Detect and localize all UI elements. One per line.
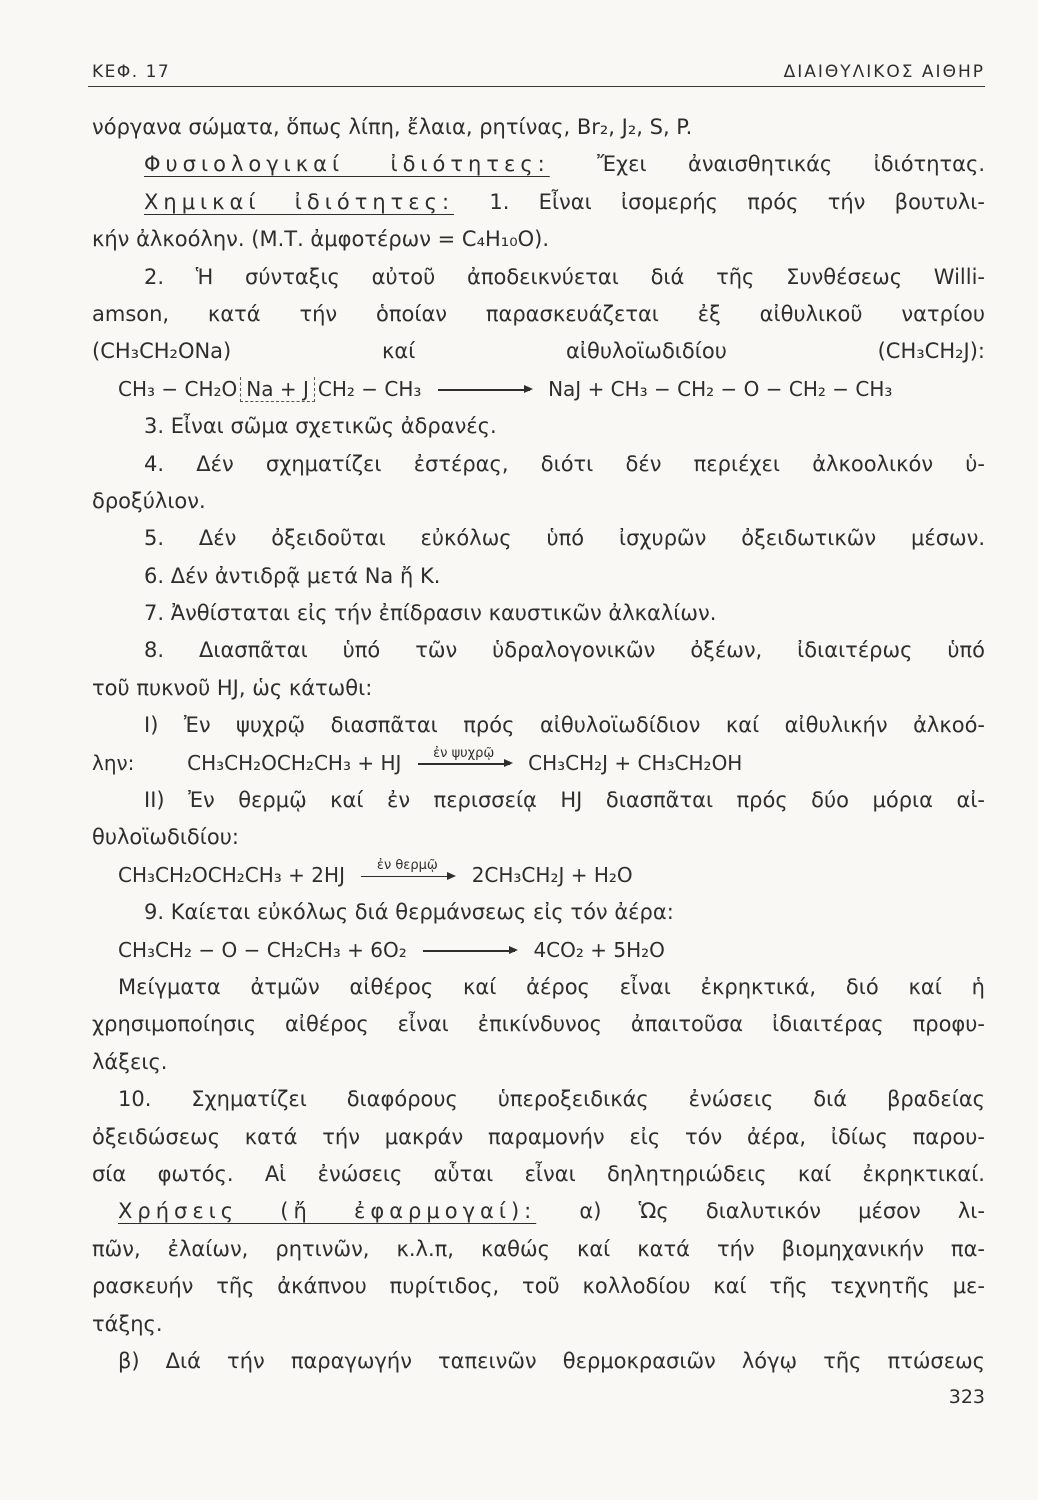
equation-reactants: CH₃CH₂ − O − CH₂CH₃ + 6O₂: [118, 937, 407, 962]
text-span: α) Ὡς διαλυτικόν μέσον λι-: [579, 1199, 985, 1224]
uses-line: [92, 1193, 985, 1230]
text-line: λάξεις.: [92, 1049, 168, 1074]
text-line: 10. Σχηματίζει διαφόρους ὑπεροξειδικάς ἐνώσεις διά βραδείας: [118, 1087, 985, 1112]
text-line: 6. Δέν ἀντιδρᾷ μετά Na ἤ K.: [144, 563, 441, 588]
text-line: 9. Καίεται εὐκόλως διά θερμάνσεως εἰς τόν ἀέρα:: [144, 900, 674, 925]
page-body: [92, 109, 985, 1380]
reaction-arrow: [418, 745, 510, 765]
running-header: [88, 58, 985, 87]
text-line: τάξης.: [92, 1311, 163, 1336]
text-line: II) Ἐν θερμῷ καί ἐν περισσείᾳ HJ διασπᾶται πρός δύο μόρια αἰ-: [144, 788, 985, 813]
equation-reactant-right: CH₂ − CH₃: [317, 376, 422, 401]
text-line: θυλοϊωδιδίου:: [92, 825, 239, 850]
reaction-arrow: [423, 950, 515, 952]
text-line: σία φωτός. Αἱ ἐνώσεις αὗται εἶναι δηλητηριώδεις καί ἐκρηκτικαί.: [92, 1161, 985, 1186]
text-line: I) Ἐν ψυχρῷ διασπᾶται πρός αἰθυλοϊωδίδιον καί αἰθυλικήν ἀλκοό-: [144, 713, 985, 738]
text-line: Μείγματα ἀτμῶν αἰθέρος καί ἀέρος εἶναι ἐκρηκτικά, διό καί ἡ: [118, 974, 985, 999]
section-heading-uses: Χρήσεις (ἤ ἐφαρμογαί):: [118, 1199, 537, 1224]
chemical-equation-combustion: [92, 932, 985, 969]
equation-products: CH₃CH₂J + CH₃CH₂OH: [528, 750, 743, 775]
text-line: (CH₃CH₂ONa) καί αἰθυλοϊωδιδίου (CH₃CH₂J):: [92, 339, 985, 364]
chemical-equation-hot: [92, 857, 985, 894]
chemical-properties-line: [92, 184, 985, 221]
reaction-condition: ἐν ψυχρῷ: [433, 745, 495, 761]
equation-boxed-part: Na + J: [240, 377, 315, 402]
equation-products: NaJ + CH₃ − CH₂ − O − CH₂ − CH₃: [548, 376, 893, 401]
text-line: amson, κατά τήν ὁποίαν παρασκευάζεται ἐξ αἰθυλικοῦ νατρίου: [92, 301, 985, 326]
physical-properties-line: [92, 146, 985, 183]
chemical-equation-cold: [92, 745, 985, 782]
chemical-equation-williamson: [92, 371, 985, 408]
page-number: 323: [948, 1386, 985, 1408]
reaction-arrow: [438, 389, 530, 391]
equation-reactants: CH₃CH₂OCH₂CH₃ + 2HJ: [118, 862, 345, 887]
text-line: 4. Δέν σχηματίζει ἐστέρας, διότι δέν περιέχει ἀλκοολικόν ὑ-: [144, 451, 985, 476]
text-span: Ἔχει ἀναισθητικάς ἰδιότητας.: [597, 152, 985, 177]
text-line: 3. Εἶναι σῶμα σχετικῶς ἀδρανές.: [144, 414, 497, 439]
text-line: 5. Δέν ὀξειδοῦται εὐκόλως ὑπό ἰσχυρῶν ὀξειδωτικῶν μέσων.: [144, 526, 985, 551]
text-line: 7. Ἀνθίσταται εἰς τήν ἐπίδρασιν καυστικῶν ἀλκαλίων.: [144, 601, 717, 626]
text-line: β) Διά τήν παραγωγήν ταπεινῶν θερμοκρασιῶν λόγῳ τῆς πτώσεως: [118, 1348, 985, 1373]
text-line: 2. Ἡ σύνταξις αὐτοῦ ἀποδεικνύεται διά τῆς Συνθέσεως Willi-: [144, 264, 985, 289]
equation-products: 4CO₂ + 5H₂O: [533, 937, 665, 962]
section-heading-chemical: Χημικαί ἰδιότητες:: [144, 189, 455, 214]
chapter-label: ΚΕΦ. 17: [92, 62, 171, 82]
text-line: κήν ἀλκοόλην. (Μ.Τ. ἀμφοτέρων = C₄H₁₀O).: [92, 227, 550, 252]
text-line: νόργανα σώματα, ὅπως λίπη, ἔλαια, ρητίνας, Br₂, J₂, S, P.: [92, 115, 693, 139]
reaction-condition: ἐν θερμῷ: [376, 858, 438, 874]
text-span: 1. Εἶναι ἰσομερής πρός τήν βουτυλι-: [489, 189, 985, 214]
text-line: ὀξειδώσεως κατά τήν μακράν παραμονήν εἰς τόν ἀέρα, ἰδίως παρου-: [92, 1124, 985, 1149]
text-line: 8. Διασπᾶται ὑπό τῶν ὑδραλογονικῶν ὀξέων, ἰδιαιτέρως ὑπό: [144, 638, 985, 663]
text-line: ρασκευήν τῆς ἀκάπνου πυρίτιδος, τοῦ κολλοδίου καί τῆς τεχνητῆς με-: [92, 1274, 985, 1299]
text-span: λην:: [92, 750, 135, 775]
equation-reactants: CH₃CH₂OCH₂CH₃ + HJ: [187, 750, 402, 775]
equation-products: 2CH₃CH₂J + H₂O: [471, 862, 633, 887]
text-line: χρησιμοποίησις αἰθέρος εἶναι ἐπικίνδυνος ἀπαιτοῦσα ἰδιαιτέρας προφυ-: [92, 1012, 985, 1037]
text-line: πῶν, ἐλαίων, ρητινῶν, κ.λ.π, καθώς καί κατά τήν βιομηχανικήν πα-: [92, 1236, 985, 1261]
chapter-title: ΔΙΑΙΘΥΛΙΚΟΣ ΑΙΘΗΡ: [783, 62, 985, 82]
section-heading-physical: Φυσιολογικαί ἰδιότητες:: [144, 152, 550, 177]
equation-reactant-left: CH₃ − CH₂O: [118, 376, 238, 401]
text-line: τοῦ πυκνοῦ HJ, ὡς κάτωθι:: [92, 675, 373, 700]
reaction-arrow: [361, 858, 453, 878]
text-line: δροξύλιον.: [92, 488, 206, 513]
